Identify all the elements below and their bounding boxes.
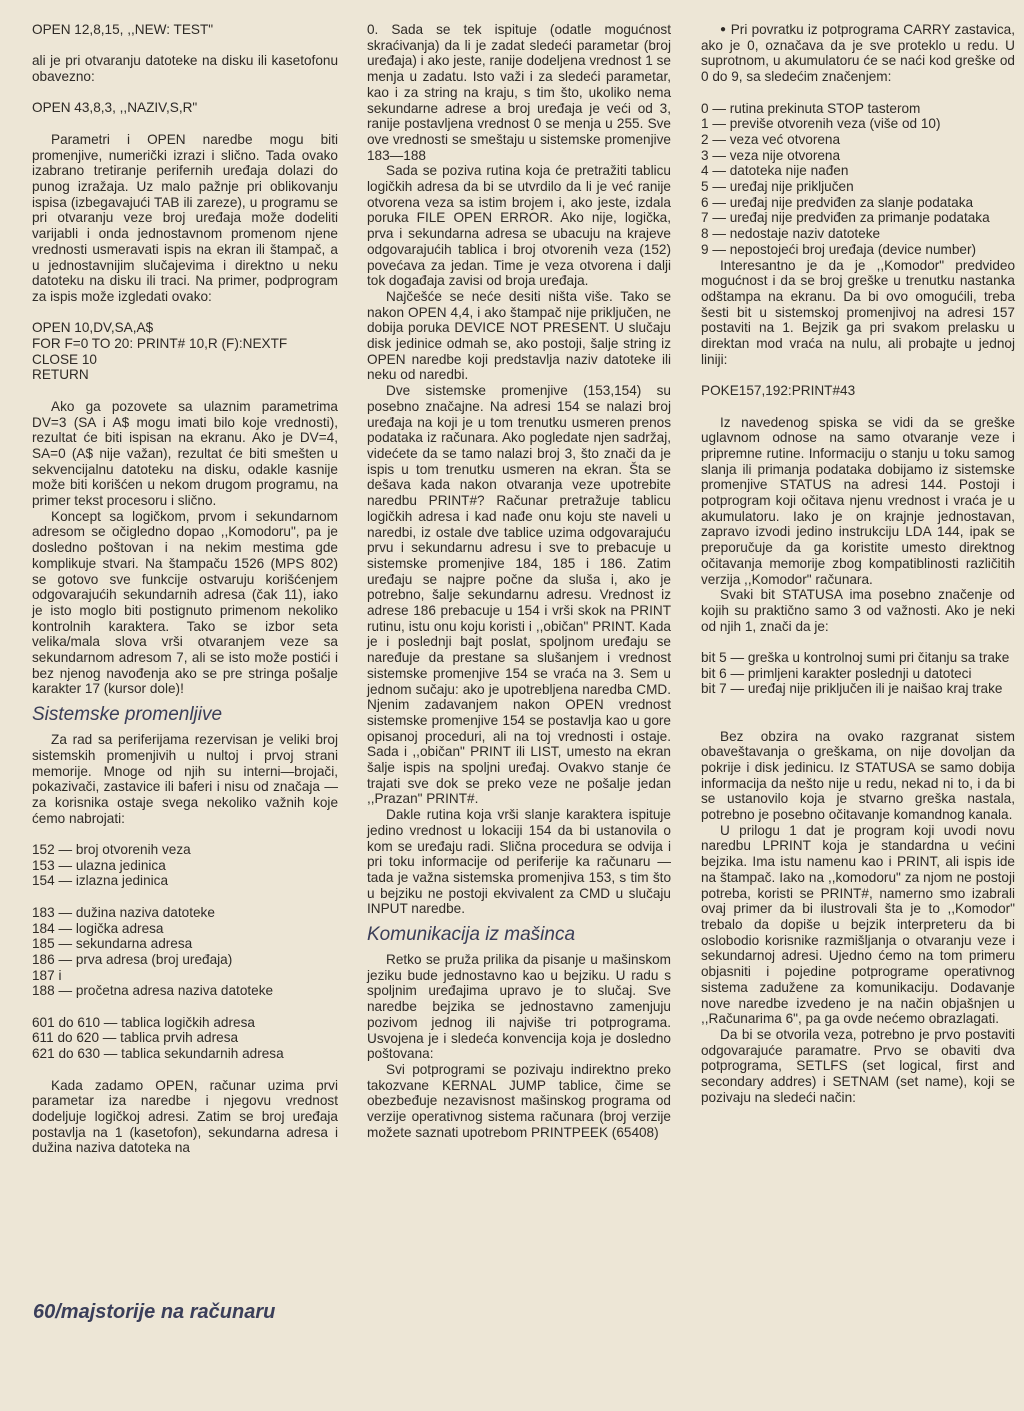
- list-item: 7 — uređaj nije predviđen za primanje podataka: [701, 210, 990, 226]
- column-3: [701, 22, 1015, 1105]
- error-code-list: [701, 101, 1015, 258]
- paragraph: Za rad sa periferijama rezervisan je veliki broj sistemskih promenjivih u nultoj i prvoj strani memorije. Mnoge od njih su interni—brojači, pokazivači, zastavice ili baferi i nisu od značaja — za korisnika ostaje svega nekoliko važnih koje ćemo nabrojati:: [32, 732, 338, 826]
- list-item: 601 do 610 — tablica logičkih adresa: [32, 1014, 255, 1030]
- paragraph: Najčešće se neće desiti ništa više. Tako se nakon OPEN 4,4, i ako štampač nije priključen, ne dobija poruka DEVICE NOT PRESENT. U slučaju disk jedinice odmah se, ako postoji, šalje string iz OPEN naredbe koji predstavlja naziv datoteke ili neku od naredbi.: [367, 288, 671, 383]
- code-subroutine: OPEN 10,DV,SA,A$ FOR F=0 TO 20: PRINT# 10,R (F):NEXTF CLOSE 10 RETURN: [32, 320, 288, 383]
- list-item: bit 5 — greška u kontrolnoj sumi pri čitanju sa trake: [701, 650, 1010, 666]
- table-address-list: [32, 1015, 338, 1062]
- list-item: 154 — izlazna jedinica: [32, 873, 169, 889]
- paragraph: Svi potprogrami se pozivaju indirektno preko takozvane KERNAL JUMP tablice, čime se obezbeđuje nezavisnost mašinskog programa od verzije operativnog sistema računara (broj verzije možete saznati upotrebom PRINTPEEK (65408): [367, 1062, 671, 1140]
- list-item: 184 — logička adresa: [32, 920, 164, 936]
- paragraph: Svaki bit STATUSA ima posebno značenje od kojih su praktično samo 3 od važnosti. Ako je neki od njih 1, znači da je:: [701, 587, 1015, 634]
- list-item: 9 — nepostojeći broj uređaja (device number): [701, 241, 977, 257]
- list-item: 188 — pročetna adresa naziva datoteke: [32, 983, 274, 999]
- code-open-naziv: OPEN 43,8,3, ,,NAZIV,S,R": [32, 100, 198, 116]
- paragraph: Interesantno je da je ,,Komodor" predvideo mogućnost i da se broj greške u trenutku nastanka odštampa na ekranu. Da bi ovo omogućili, treba šesti bit u sistemskoj promenjivoj na adresi 157 postaviti na 1. Bejzik ga pri svakom prelasku u direktan mod vraća na nulu, ali probajte u jednoj liniji:: [701, 257, 1015, 367]
- paragraph: Da bi se otvorila veza, potrebno je prvo postaviti odgovarajuće paramatre. Prvo se obaviti dva potprograma, SETLFS (set logical, first and secondary addres) i SETNAM (set name), koji se pozivaju na sledeći način:: [701, 1026, 1015, 1105]
- list-item: 152 — broj otvorenih veza: [32, 842, 191, 858]
- paragraph: Retko se pruža prilika da pisanje u mašinskom jeziku bude jednostavno kao u bejziku. U radu s spoljnim uređajima upravo je to slučaj. Sve naredbe bejzika se jednostavno zamenjuju pozivom jednog ili najviše tri potprograma. Usvojena je i sledeća konvencija koja je dosledno poštovana:: [367, 952, 671, 1062]
- list-item: 2 — veza već otvorena: [701, 131, 841, 147]
- list-item: 621 do 630 — tablica sekundarnih adresa: [32, 1046, 284, 1062]
- list-item: 8 — nedostaje naziv datoteke: [701, 226, 881, 242]
- list-item: 4 — datoteka nije nađen: [701, 163, 849, 179]
- page-footer: 60/majstorije na računaru: [33, 1301, 276, 1323]
- paragraph: Koncept sa logičkom, prvom i sekundarnom adresom se očigledno dopao ,,Komodoru", pa je dosledno poštovan i na nekim mestima gde komplikuje stvari. Na štampaču 1526 (MPS 802) se gotovo sve funkcije ostvaruju korišćenjem odgovarajućih sekundarnih adresa (čak 11), iako je isto moglo biti postignuto primenom nekoliko kontrolnih karaktera. Tako se izbor seta velika/mala slova vrši otvaranjem veze sa sekundarnom adresom 7, ali se isto može postići i bez njenog navođenja ako se pre stringa pošalje karakter 17 (kursor dole)!: [32, 508, 338, 697]
- list-item: 183 — dužina naziva datoteke: [32, 904, 215, 920]
- list-item: 186 — prva adresa (broj uređaja): [32, 951, 233, 967]
- bullet-icon: ●: [720, 24, 727, 35]
- paragraph: Iz navedenog spiska se vidi da se greške uglavnom odnose na samo otvaranje veze i pripremne rutine. Informaciju o stanju u toku samog slanja ili primanja podataka dobijamo iz sistemske promenjive STATUS na adresi 144. Postoji i potprogram koji očitava njenu vrednost i vraća je u akumulatoru. Iako je on krajnje jednostavan, zapravo izvodi jedino instrukciju LDA 144, ipak se preporučuje da ga koristite umesto direktnog očitavanja memorije zbog kompatiblinosti različitih verzija ,,Komodor" računara.: [701, 414, 1015, 587]
- list-item: 611 do 620 — tablica prvih adresa: [32, 1030, 239, 1046]
- variable-list: [32, 842, 338, 889]
- paragraph: U prilogu 1 dat je program koji uvodi novu naredbu LPRINT koja je standardna u većini bejzika. Ima istu namenu kao i PRINT, ali ispis ide na štampač. Iako na ,,komodoru" za njom ne postoji potreba, koristi se PRINT#, namerno smo izabrali ovaj primer da bi ilustrovali šta je to ,,Komodor" trebalo da dopiše u bejzik interpreteru da bi oslobodio korisnike razmišljanja o otvaranju veze i sekundarnoj adresi. Ujedno ćemo na tom primeru objasniti i pojedine potprograme operativnog sistema zadužene za komunikaciju. Dodavanje nove naredbe izvedeno je na način objašnjen u ,,Računarima 6", pa ga ovde nećemo obrazlagati.: [701, 822, 1015, 1027]
- list-item: 1 — previše otvorenih veza (više od 10): [701, 116, 941, 132]
- paragraph: Ako ga pozovete sa ulaznim parametrima DV=3 (SA i A$ mogu imati bilo koje vrednosti), rezultat će biti ispisan na ekranu. Ako je DV=4, SA=0 (A$ nije važan), rezultat će biti smešten u sekvencijalnu datoteku na disku, odakle kasnije može biti korišćen u nekom drugom programu, na primer tekst procesoru i slično.: [32, 398, 338, 509]
- variable-list: [32, 905, 338, 999]
- list-item: 6 — uređaj nije predviđen za slanje podataka: [701, 194, 974, 210]
- code-open-test: OPEN 12,8,15, ,,NEW: TEST": [32, 22, 214, 37]
- status-bit-list: [701, 650, 1015, 697]
- list-item: 3 — veza nije otvorena: [701, 147, 841, 163]
- list-item: bit 6 — primljeni karakter poslednji u datoteci: [701, 665, 972, 681]
- list-item: 187 i: [32, 967, 62, 983]
- list-item: 5 — uređaj nije priključen: [701, 179, 854, 195]
- paragraph: Kada zadamo OPEN, računar uzima prvi parametar iza naredbe i njegovu vrednost dodeljuje logičkoj adresi. Zatim se broj uređaja postavlja na 1 (kasetofon), sekundarna adresa i dužina naziva datoteka na: [32, 1077, 338, 1156]
- paragraph: Dakle rutina koja vrši slanje karaktera ispituje jedino vrednost u lokaciji 154 da bi ustanovila o kom se uređaju radi. Slična procedura se odvija i pri toku informacije od periferije ka računaru — tada je važna sistemska promenjiva 153, s tim što u bejziku ne postoji ekvivalent za CMD u slučaju INPUT naredbe.: [367, 807, 671, 917]
- section-heading: Sistemske promenljive: [32, 704, 223, 726]
- paragraph: Sada se poziva rutina koja će pretražiti tablicu logičkih adresa da bi se utvrdilo da li je već ranije otvorena veza sa istim brojem i, ako jeste, izdala poruka FILE OPEN ERROR. Ako nije, logička, prva i sekundarna adresa se ubacuju na krajeve odgovarajućih tablica i broj otvorenih veza (152) povećava za jedan. Time je veza otvorena i dalji tok događaja zavisi od broja uređaja.: [367, 163, 671, 289]
- list-item: bit 7 — uređaj nije priključen ili je naišao kraj trake: [701, 681, 1003, 697]
- paragraph: Parametri i OPEN naredbe mogu biti promenjive, numerički izrazi i slično. Tada ovako izabrano tretiranje perifernih uređaja dolazi do punog izražaja. Uz malo pažnje pri oblikovanju ispisa (izbegavajući TAB ili zareze), u programu se pri otvaranju veze broj uređaja može dodeliti varijabli i onda jednostavnom promenom njene vrednosti usmeravati ispis na ekran ili štampač, a u jednostavnijim slučajevima i direktno u neku datoteku na disku ili traci. Na primer, podprogram za ispis može izgledati ovako:: [32, 131, 338, 304]
- paragraph: Dve sistemske promenjive (153,154) su posebno značajne. Na adresi 154 se nalazi broj uređaja na koji je u tom trenutku usmeren prenos podataka iz računara. Ako pogledate njen sadržaj, videćete da se tamo nalazi broj 3, što znači da je ispis u tom trenutku usmeren na ekran. Šta se dešava kada nakon otvaranja veze upotrebite naredbu PRINT#? Računar pretražuje tablicu logičkih adresa i kad nađe onu koju ste naveli u naredbi, iz ostale dve tablice uzima odgovarajuću prvu i sekundarnu adresu i sve to prebacuje u sistemske promenjive 184, 185 i 186. Zatim uređaju se najpre počne da sluša i, ako je potrebno, šalje sekundarnu adresu. Vrednost iz adrese 186 prebacuje u 154 i vrši skok na PRINT rutinu, istu onu koju koristi i ,,običan" PRINT. Kada je i poslednji bajt poslat, spoljnom uređaju se naređuje da prestane sa slušanjem i vrednost sistemske promenjive 154 se vraća na 3. Sem u jednom sučaju: ako je upotrebljena naredba CMD. Njenim zadavanjem nakon OPEN vrednost sistemske promenjive 154 se postavlja kao u gore opisanoj proceduri, ali na toj vrednosti i ostaje. Sada i ,,običan" PRINT ili LIST, umesto na ekran šalje ispis na spoljni uređaj. Ovakvo stanje će trajati sve dok se preko veze ne pošalje jedan ,,Prazan" PRINT#.: [367, 383, 671, 807]
- list-item: 153 — ulazna jedinica: [32, 857, 166, 873]
- paragraph: Bez obzira na ovako razgranat sistem obaveštavanja o greškama, on nije dovoljan da pokrije i disk jedinicu. Iz STATUSA se samo dobija informacija da nešto nije u redu, nekad ni to, i da bi se ustanovilo koja je stvarno greška nastala, potrebno je posebno očitavanje komandnog kanala.: [701, 728, 1015, 823]
- column-2: [367, 22, 671, 1141]
- code-poke: POKE157,192:PRINT#43: [701, 383, 856, 399]
- list-item: 185 — sekundarna adresa: [32, 936, 193, 952]
- list-item: 0 — rutina prekinuta STOP tasterom: [701, 100, 921, 116]
- bullet-paragraph: ● Pri povratku iz potprograma CARRY zastavica, ako je 0, označava da je sve proteklo u redu. U suprotnom, u akumulatoru će se naći kod greške od 0 do 9, sa sledećim značenjem:: [701, 22, 1015, 85]
- column-1: [32, 22, 338, 1156]
- section-heading: Komunikacija iz mašinca: [367, 924, 576, 946]
- paragraph: ali je pri otvaranju datoteke na disku ili kasetofonu obavezno:: [32, 53, 338, 85]
- paragraph: 0. Sada se tek ispituje (odatle mogućnost skraćivanja) da li je zadat sledeći parametar (broj uređaja) i ako jeste, ranije dodeljena vrednost 1 se menja u zadatu. Isto važi i za sledeći parametar, kao i za string na kraju, s tim što, ukoliko nema sekundarne adrese a broj uređaja je veći od 3, ranije postavljena vrednost 0 se menja u 255. Sve ove vrednosti se smeštaju u sistemske promenjive 183—188: [367, 22, 671, 163]
